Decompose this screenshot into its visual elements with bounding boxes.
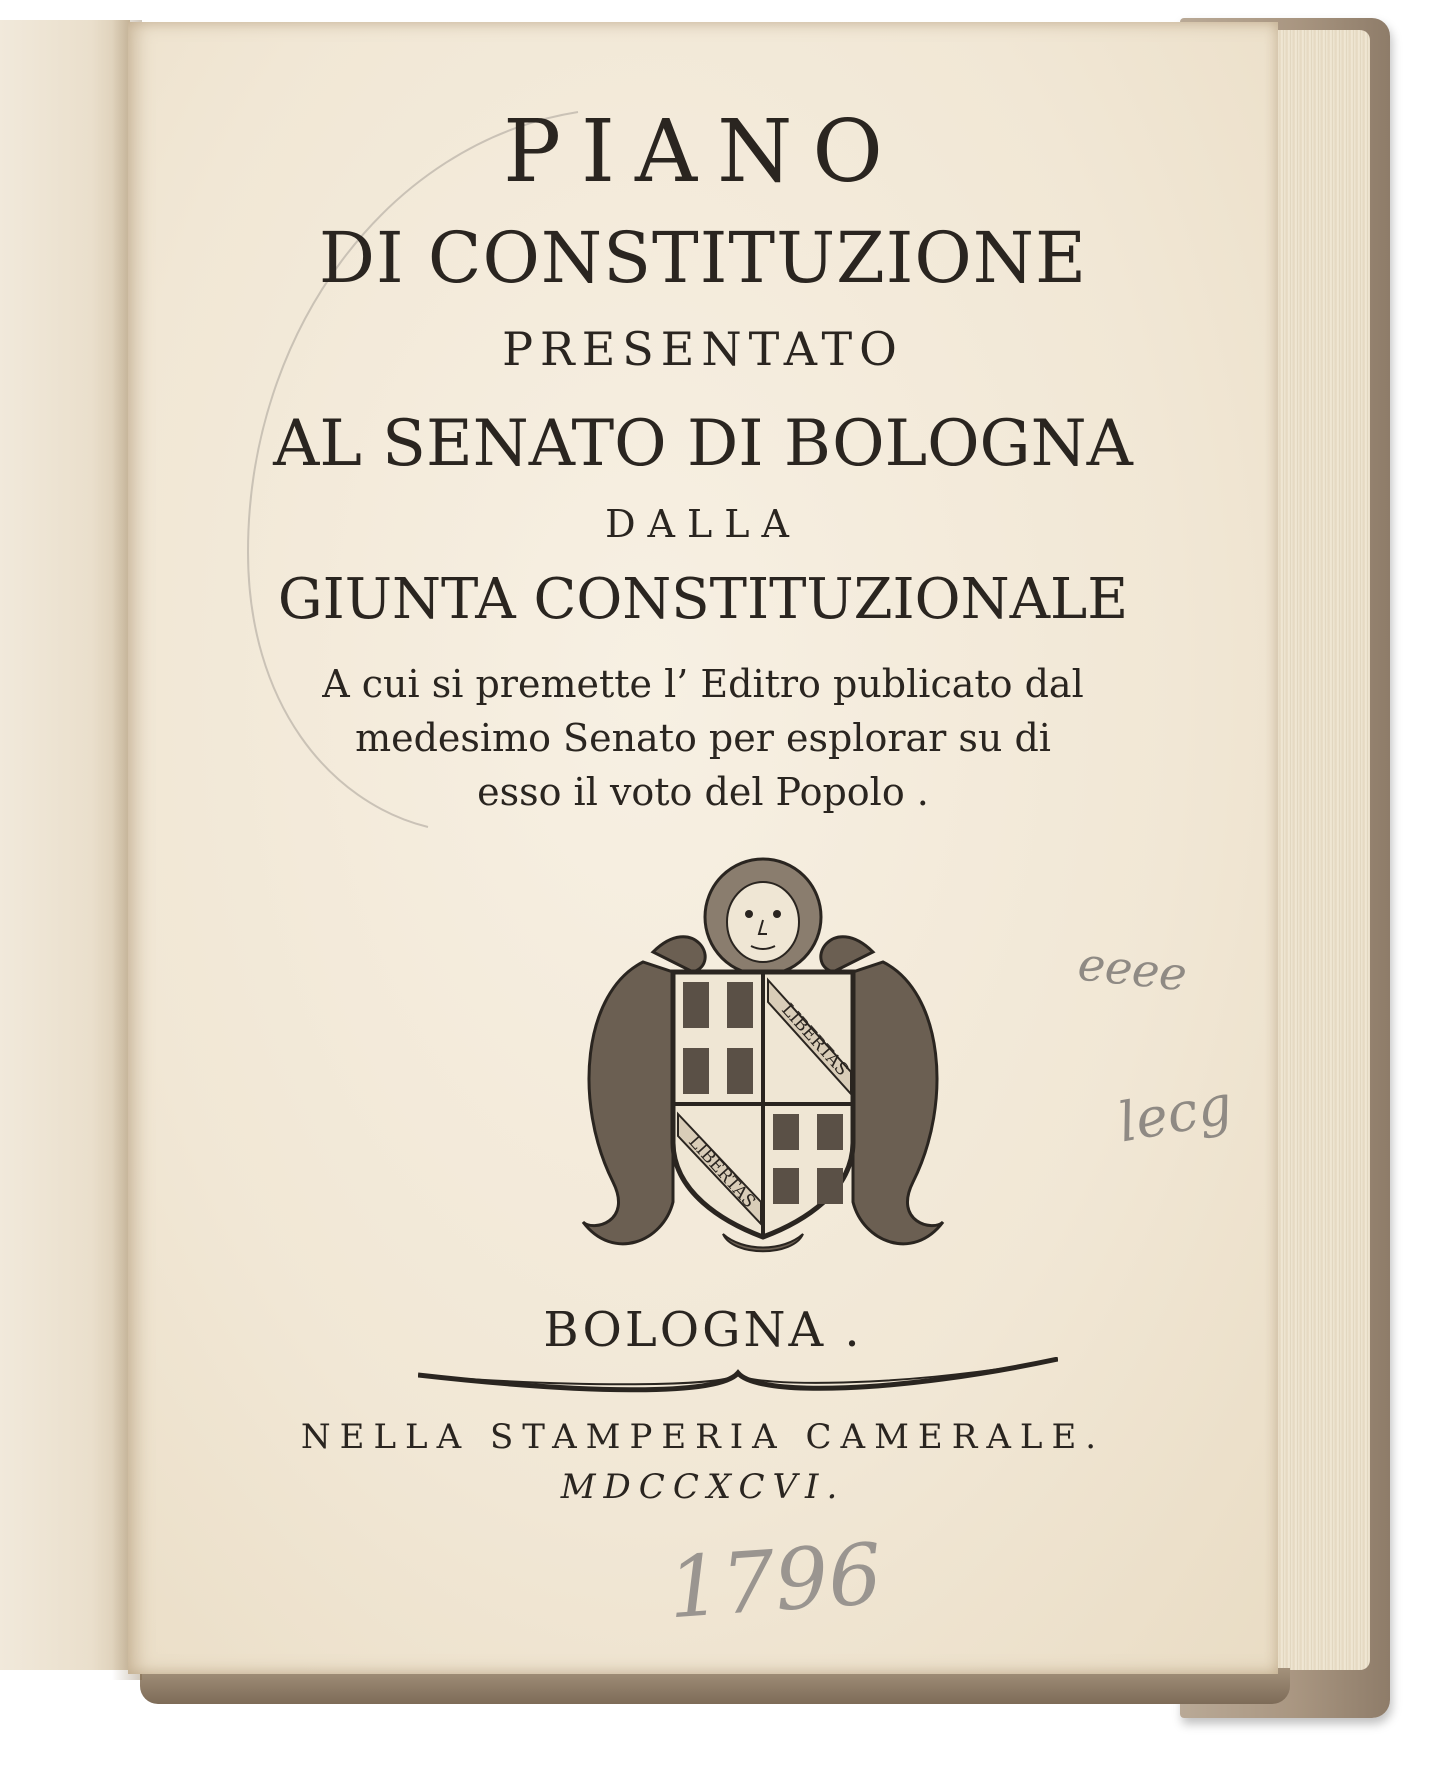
title-line-presentato: PRESENTATO xyxy=(502,322,904,376)
subtitle-line-1: A cui si premette l’ Editro publicato dal xyxy=(322,662,1084,706)
margin-note-2: lecg xyxy=(1113,1072,1237,1155)
coat-of-arms-icon xyxy=(573,842,953,1262)
ornamental-rule-icon xyxy=(418,1357,1058,1397)
subtitle-line-3: esso il voto del Popolo . xyxy=(477,770,929,814)
title-line-constituzione: DI CONSTITUZIONE xyxy=(318,217,1088,299)
emblem-band-lower: LIBERTAS xyxy=(684,1131,760,1213)
margin-note-1: eeee xyxy=(1075,936,1190,1002)
pencil-arc-icon xyxy=(188,82,588,882)
title-page xyxy=(128,22,1278,1674)
subtitle-line-2: medesimo Senato per esplorar su di xyxy=(355,716,1051,760)
title-line-giunta: GIUNTA CONSTITUZIONALE xyxy=(277,567,1129,632)
title-line-senato: AL SENATO DI BOLOGNA xyxy=(273,407,1133,481)
left-page xyxy=(0,20,130,1670)
year-roman: MDCCXCVI. xyxy=(560,1467,846,1507)
title-piano: PIANO xyxy=(503,102,903,202)
pencil-year: 1796 xyxy=(664,1524,885,1638)
city-bologna: BOLOGNA . xyxy=(543,1302,863,1358)
emblem-band-upper: LIBERTAS xyxy=(777,999,853,1081)
printer-line: NELLA STAMPERIA CAMERALE. xyxy=(300,1417,1106,1457)
title-line-dalla: DALLA xyxy=(605,502,801,546)
